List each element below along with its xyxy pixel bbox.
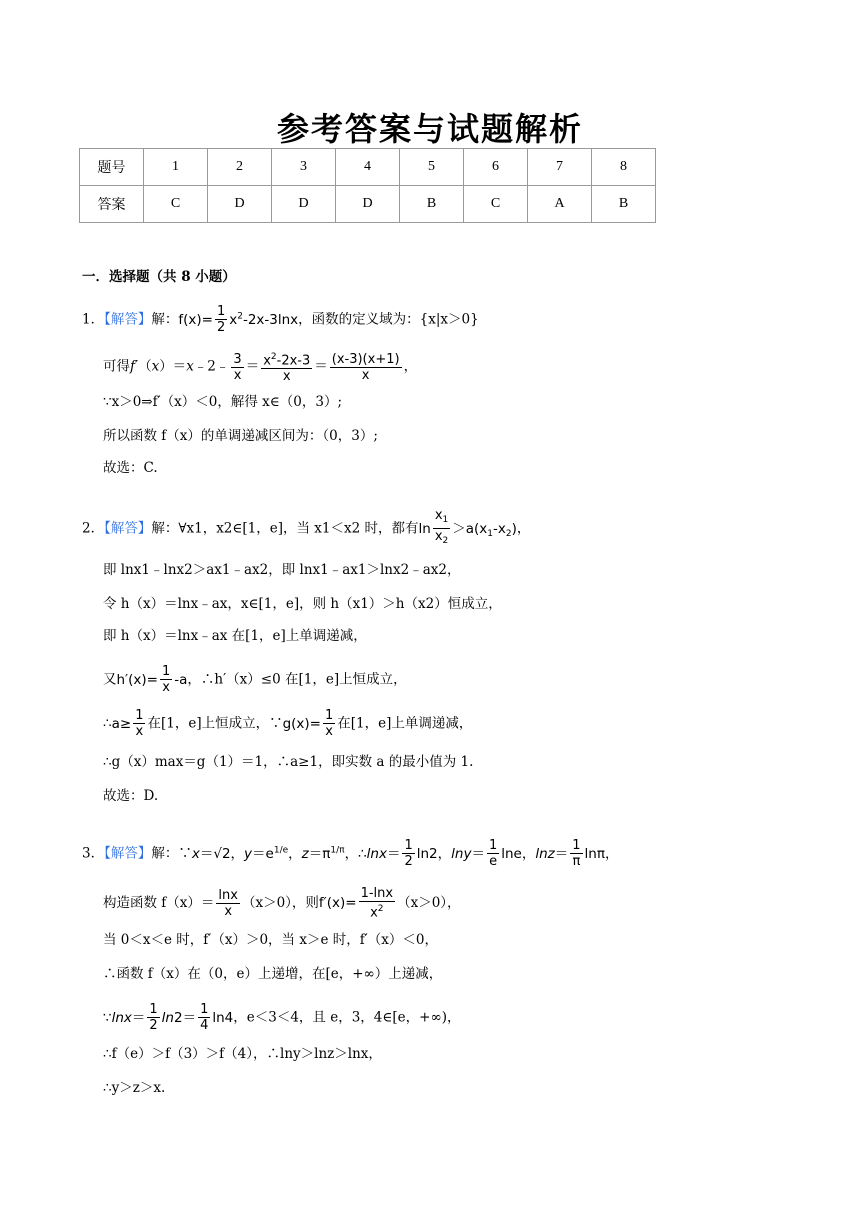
- page-title: 参考答案与试题解析: [276, 110, 583, 148]
- table-cell: D: [272, 186, 336, 223]
- table-cell: A: [528, 186, 592, 223]
- q3-text: （x＞0），: [397, 895, 461, 912]
- q2-line-8: 故选：D.: [103, 788, 159, 804]
- table-cell: 7: [528, 149, 592, 186]
- q2-formula: ln $\frac{x_1}{x_2}$ $>a(x_1-x_2)$: [418, 508, 517, 546]
- q2-line-5: 又h′(x)= $\frac{1}{x}$ -a，∴h′（x）≤0 在[1，e]上恒成立，: [103, 664, 407, 695]
- answer-table: [79, 148, 656, 223]
- table-cell: 答案: [80, 186, 144, 223]
- q3-line-7: ∴y＞z＞x.: [103, 1080, 166, 1096]
- table-cell: B: [400, 186, 464, 223]
- table-cell: 8: [592, 149, 656, 186]
- table-cell: 1: [144, 149, 208, 186]
- q3-text: 解：∵: [151, 845, 192, 862]
- solution-tag: 【解答】: [104, 311, 152, 328]
- q1-number: 1．: [82, 311, 105, 328]
- table-cell: 6: [464, 149, 528, 186]
- table-cell: D: [208, 186, 272, 223]
- q1-text: 可得: [103, 358, 130, 375]
- table-cell: C: [464, 186, 528, 223]
- q1-line-4: 所以函数 f（x）的单调递减区间为：（0，3）;: [103, 428, 378, 444]
- q1-formula: f(x)= $\frac{1}{2}$ $x^2-2x-3\ln x$: [178, 304, 299, 335]
- section-heading: 一．选择题（共 8 小题）: [82, 269, 236, 285]
- q2-text: 在[1，e]上单调递减，: [337, 715, 473, 732]
- q3-line-5: ∵lnx＝ $\frac{1}{2}$ ln2＝ $\frac{1}{4}$ ln4，e＜3＜4，且 e，3，4∈[e，+∞)，: [103, 1002, 461, 1033]
- q2-text: 在[1，e]上恒成立，∵: [147, 715, 283, 732]
- q3-line-6: ∴f（e）＞f（3）＞f（4），∴lny＞lnz＞lnx，: [103, 1046, 382, 1062]
- table-cell: 4: [336, 149, 400, 186]
- table-row: [80, 186, 656, 223]
- q1-line-1: [82, 304, 479, 335]
- q3-line-3: 当 0＜x＜e 时，f′（x）＞0，当 x＞e 时，f′（x）＜0，: [103, 932, 438, 948]
- solution-tag: 【解答】: [104, 845, 152, 862]
- q3-text: ，e＜3＜4，且 e，3，4∈[e，+∞)，: [233, 1009, 461, 1026]
- q3-line-1: [82, 838, 618, 869]
- table-cell: 5: [400, 149, 464, 186]
- q3-number: 3．: [82, 845, 105, 862]
- q2-text: ，∴h′（x）≤0 在[1，e]上恒成立，: [187, 671, 407, 688]
- solution-tag: 【解答】: [104, 520, 152, 537]
- q2-line-4: 即 h（x）＝lnx﹣ax 在[1，e]上单调递减，: [103, 628, 367, 644]
- q2-line-6: ∴a≥ $\frac{1}{x}$ 在[1，e]上恒成立，∵g(x)= $\frac{1}{x}$ 在[1，e]上单调递减，: [103, 708, 473, 739]
- q2-text: 解：∀x1，x2∈[1，e]，当 x1＜x2 时，都有: [151, 520, 419, 537]
- table-cell: B: [592, 186, 656, 223]
- q1-line-3: ∵x＞0⇒f′（x）＜0，解得 x∈（0，3）;: [103, 394, 342, 410]
- table-cell: 题号: [80, 149, 144, 186]
- table-cell: 2: [208, 149, 272, 186]
- q1-line-2: 可得f′（x）＝x﹣2﹣ $\frac{3}{x}$ ＝ $\frac{x^2-2x-3}{x}$ ＝ $\frac{(x-3)(x+1)}{x}$ ，: [103, 351, 418, 385]
- table-cell: 3: [272, 149, 336, 186]
- q3-text: 构造函数 f（x）＝: [103, 895, 215, 912]
- q2-line-1: 2．【解答】解：∀x1，x2∈[1，e]，当 x1＜x2 时，都有ln $\frac{x_1}{x_2}$ $>a(x_1-x_2)$，: [82, 508, 531, 546]
- q1-text: 解：: [151, 311, 179, 328]
- q3-formula: x＝√2，$y=e^{1/e}$，$z=\pi^{1/\pi}$，∴lnx＝ $\frac{1}{2}$ ln2，lny＝ $\frac{1}{e}$ lne，lnz＝ $\frac{1}{\pi}$ lnπ，: [191, 838, 619, 869]
- q3-line-4: ∴函数 f（x）在（0，e）上递增，在[e，+∞）上递减，: [103, 966, 443, 982]
- q1-line-5: 故选：C.: [103, 460, 158, 476]
- q3-text: （x＞0），则: [241, 895, 319, 912]
- q3-line-2: 构造函数 f（x）＝ $\frac{\ln x}{x}$ （x＞0），则f′(x)= $\frac{1-\ln x}{x^2}$ （x＞0），: [103, 886, 461, 921]
- q2-number: 2．: [82, 520, 105, 537]
- q2-line-7: ∴g（x）max＝g（1）＝1，∴a≥1，即实数 a 的最小值为 1.: [103, 754, 474, 770]
- table-cell: C: [144, 186, 208, 223]
- q2-line-3: 令 h（x）＝lnx﹣ax，x∈[1，e]，则 h（x1）＞h（x2）恒成立，: [103, 596, 502, 612]
- table-row: [80, 149, 656, 186]
- q2-line-2: 即 lnx1﹣lnx2＞ax1﹣ax2，即 lnx1﹣ax1＞lnx2﹣ax2，: [103, 562, 461, 578]
- table-cell: D: [336, 186, 400, 223]
- q1-text: ，函数的定义域为：{x|x＞0}: [298, 311, 479, 328]
